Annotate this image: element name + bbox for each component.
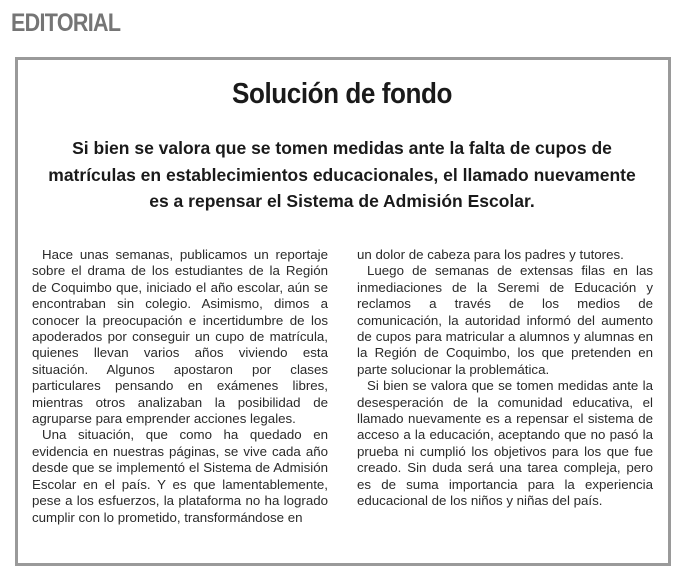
body-column-right	[357, 247, 653, 510]
body-paragraph: Hace unas semanas, publicamos un reportaje sobre el drama de los estudiantes de la Región de Coquimbo que, iniciado el año escolar, aún se encontraban sin colegio. Asimismo, dimos a conocer la preocupación e incertidumbre de los apoderados por conseguir un cupo de matrícula, quienes llevan varios años viviendo esta situación. Algunos apostaron por clases particulares pensando en exámenes libres, mientras otros analizaban la posibilidad de agruparse para emprender acciones legales.	[32, 247, 328, 427]
body-paragraph: un dolor de cabeza para los padres y tutores.	[357, 247, 624, 262]
body-column-left	[32, 247, 328, 526]
headline: Solución de fondo	[232, 78, 452, 110]
deck: Si bien se valora que se tomen medidas ante la falta de cupos de matrículas en establecimientos educacionales, el llamado nuevamente es a repensar el Sistema de Admisión Escolar.	[48, 138, 636, 211]
body-paragraph: Una situación, que como ha quedado en evidencia en nuestras páginas, se vive cada año desde que se implementó el Sistema de Admisión Escolar en el país. Y es que lamentablemente, pese a los esfuerzos, la plataforma no ha logrado cumplir con lo prometido, transformándose en	[32, 427, 328, 525]
section-label: EDITORIAL	[11, 9, 121, 37]
body-paragraph: Luego de semanas de extensas filas en las inmediaciones de la Seremi de Educación y reclamos a través de los medios de comunicación, la autoridad informó del aumento de cupos para matricular a alumnos y alumnas en la Región de Coquimbo, los que pretenden en parte solucionar la problemática.	[357, 263, 653, 377]
body-paragraph: Si bien se valora que se tomen medidas ante la desesperación de la comunidad educativa, el llamado nuevamente es a repensar el sistema de acceso a la educación, aceptando que no pasó la prueba ni cumplió los objetivos para los que fue creado. Sin duda será una tarea compleja, pero es de suma importancia para la experiencia educacional de los niños y niñas del país.	[357, 378, 653, 509]
